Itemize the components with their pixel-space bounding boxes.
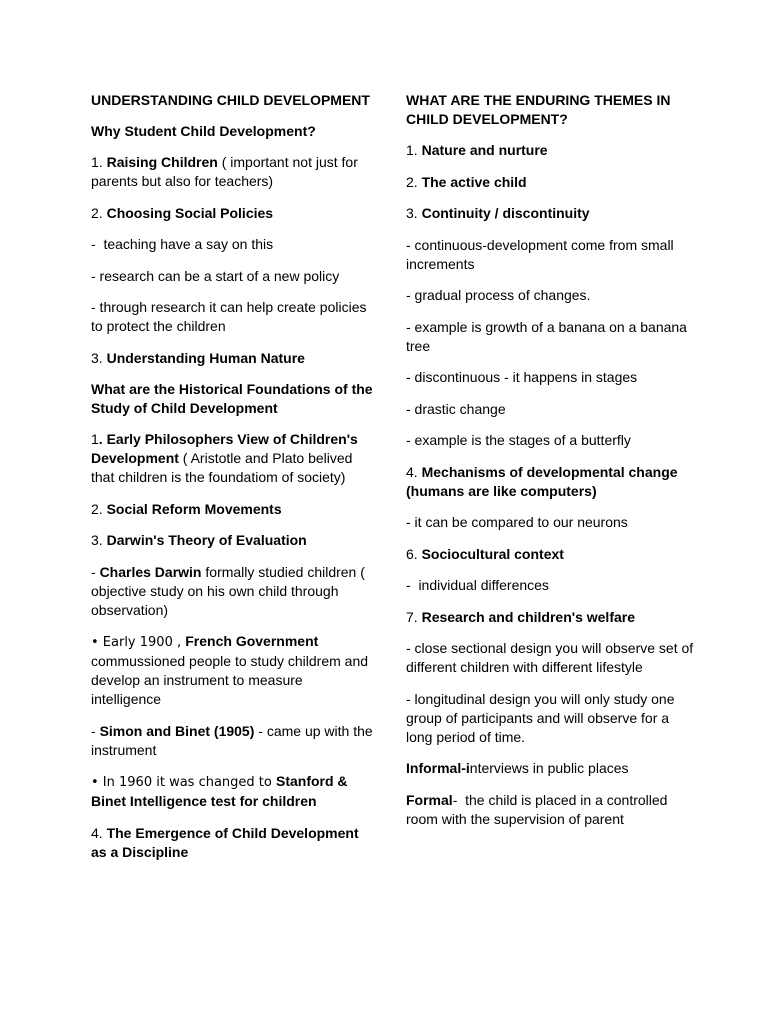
item-choosing-social-policies: 2. Choosing Social Policies — [91, 204, 274, 221]
item-darwin-theory: 3. Darwin's Theory of Evaluation — [91, 532, 307, 548]
note-continuous: - continuous-development come from small increments — [406, 236, 674, 272]
note-longitudinal: - longitudinal design you will only study one group of participants and will observe for a long period of time. — [406, 690, 675, 745]
note-gradual: - gradual process of changes. — [406, 287, 591, 303]
item-emergence-discipline: 4. The Emergence of Child Development as a Discipline — [91, 824, 359, 860]
note-butterfly: - example is the stages of a butterfly — [406, 432, 631, 448]
bullet-research-policy: - research can be a start of a new policy — [91, 267, 340, 284]
bullet-research-protect: - through research it can help create policies to protect the children — [91, 299, 367, 334]
note-drastic: - drastic change — [406, 400, 506, 417]
item-raising-children: 1. Raising Children ( important not just for parents but also for teachers) — [91, 154, 358, 189]
note-simon-binet: - Simon and Binet (1905) - came up with the instrument — [91, 722, 373, 758]
note-stanford-binet: • In 1960 it was changed to Stanford & Binet Intelligence test for children — [91, 773, 348, 809]
note-close-sectional: - close sectional design you will observe set of different children with different lifestyle — [406, 640, 694, 675]
left-column — [91, 91, 376, 874]
note-informal: Informal-interviews in public places — [406, 760, 629, 776]
note-charles-darwin: - Charles Darwin formally studied children ( objective study on his own child through observation) — [91, 563, 365, 618]
item-understanding-human-nature: 3. Understanding Human Nature — [91, 349, 305, 366]
theme-research-welfare: 7. Research and children's welfare — [406, 608, 635, 625]
left-subtitle: Why Student Child Development? — [91, 123, 316, 139]
theme-active-child: 2. The active child — [406, 173, 527, 190]
note-neurons: - it can be compared to our neurons — [406, 514, 628, 530]
bullet-teaching: - teaching have a say on this — [91, 236, 274, 252]
note-french-government: • Early 1900 , French Government commussioned people to study childrem and develop an instrument to measure intelligence — [91, 633, 369, 707]
item-social-reform: 2. Social Reform Movements — [91, 500, 282, 517]
theme-sociocultural: 6. Sociocultural context — [406, 545, 564, 562]
note-discontinuous: - discontinuous - it happens in stages — [406, 369, 638, 385]
item-early-philosophers: 1. Early Philosophers View of Children's Development ( Aristotle and Plato belived that children is the foundatiom of society) — [91, 431, 358, 485]
left-title: UNDERSTANDING CHILD DEVELOPMENT — [91, 92, 370, 108]
theme-continuity: 3. Continuity / discontinuity — [406, 205, 590, 221]
right-column — [406, 91, 696, 841]
note-banana: - example is growth of a banana on a banana tree — [406, 318, 687, 354]
note-individual-differences: - individual differences — [406, 577, 549, 593]
theme-nature-nurture: 1. Nature and nurture — [406, 142, 548, 158]
right-title: WHAT ARE THE ENDURING THEMES IN CHILD DEVELOPMENT? — [406, 92, 671, 127]
historical-foundations-heading: What are the Historical Foundations of the Study of Child Development — [91, 381, 373, 416]
theme-mechanisms: 4. Mechanisms of developmental change (humans are like computers) — [406, 463, 678, 499]
note-formal: Formal- the child is placed in a controlled room with the supervision of parent — [406, 791, 672, 827]
